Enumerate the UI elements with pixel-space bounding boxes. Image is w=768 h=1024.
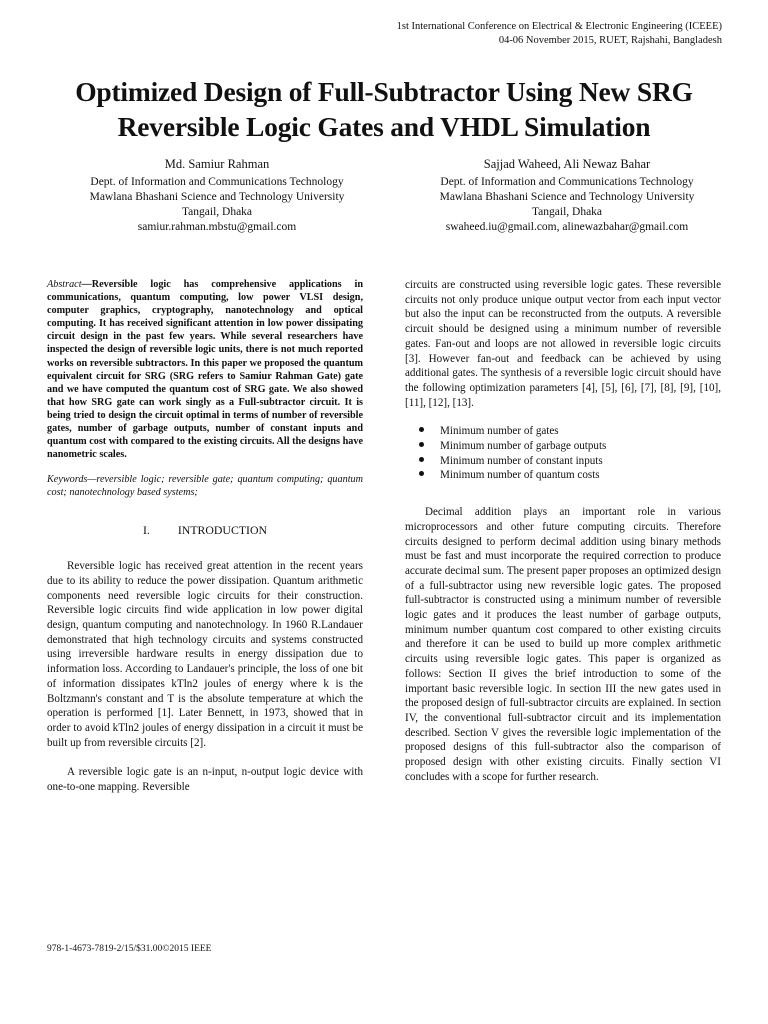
- list-item: Minimum number of quantum costs: [419, 468, 721, 483]
- author-email[interactable]: samiur.rahman.mbstu@gmail.com: [137, 221, 297, 233]
- conference-date-location: 04-06 November 2015, RUET, Rajshahi, Bangladesh: [498, 35, 722, 46]
- conference-name: 1st International Conference on Electrical & Electronic Engineering (ICEEE): [396, 21, 722, 32]
- author-email[interactable]: swaheed.iu@gmail.com, alinewazbahar@gmail.com: [445, 221, 689, 233]
- intro-paragraph-4: Decimal addition plays an important role in various microprocessors and other future computing circuits. Therefore circuits designed to perform decimal addition using binary methods must be fast and must incorporate the required correction to produce accurate decimal sum. The present paper proposes an optimized design of a full-subtractor using new reversible logic gates. The proposed full-subtractor is constructed using a minimum number of reversible logic gates and it produces the least number of garbage outputs, minimum number quantum cost compared to other existing circuits and therefore it can be used to build up more complex arithmetic circuits using reversible logic gates. This paper is organized as follows: Section II gives the brief introduction to some of the important basic reversible logic. In section III the new gates used in the proposed design of full-subtractor circuits are explained. In section IV, the conventional full-subtractor circuit and its implementation described. Section V gives the reversible logic implementation of the proposed designs of this full-subtractor also the comparison of proposed design with other existing circuits. Finally section VI concludes with a scope for further research.: [405, 506, 721, 783]
- author-city: Tangail, Dhaka: [531, 206, 603, 218]
- right-column: [405, 278, 721, 785]
- abstract-dash: —: [81, 279, 92, 290]
- copyright-footer: 978-1-4673-7819-2/15/$31.00©2015 IEEE: [47, 944, 212, 954]
- bullet-icon: [419, 442, 424, 447]
- author-name: Md. Samiur Rahman: [164, 157, 270, 171]
- intro-paragraph-2: A reversible logic gate is an n-input, n-output logic device with one-to-one mapping. Reversible: [47, 766, 363, 794]
- author-block-2: [402, 157, 732, 235]
- bullet-icon: [419, 427, 424, 432]
- title-line-2: Reversible Logic Gates and VHDL Simulation: [117, 111, 651, 142]
- intro-paragraph-1: Reversible logic has received great attention in the recent years due to its ability to reduce the power dissipation. Quantum arithmetic components need reversible logic circuits for their construction. Reversible logic circuits find wide application in low power digital design, quantum computing and nanotechnology. In 1960 R.Landauer demonstrated that high technology circuits and systems constructed using irreversible hardware results in energy dissipation due to information loss. According to Landauer's principle, the loss of one bit of information dissipates kTln2 joules of energy where k is the Boltzmann's constant and T is the absolute temperature at which the operation is performed [1]. Later Bennett, in 1973, showed that in order to avoid kTln2 joules of energy dissipation in a circuit it must be built up from reversible circuits [2].: [47, 560, 363, 749]
- paper-title: [20, 74, 748, 144]
- bullet-icon: [419, 457, 424, 462]
- section-title: INTRODUCTION: [177, 522, 267, 537]
- abstract-text: Reversible logic has comprehensive applications in communications, quantum computing, low power VLSI design, computer graphics, cryptography, nanotechnology and optical computing. It has received significant attention in low power dissipating circuit design in the past few years. While several researchers have inspected the design of reversible logic units, there is not much reported works on reversible subtractors. In this paper we proposed the quantum equivalent circuit for SRG (SRG refers to Samiur Rahman Gate) gate and we have computed the quantum cost of SRG gate. We also showed that how SRG gate can work singly as a Full-subtractor circuit. It is being tried to design the circuit optimal in terms of number of reversible gates, number of garbage outputs, number of constant inputs and quantum cost with compared to the existing circuits. All the designs have nanometric scales.: [47, 279, 363, 461]
- list-item: Minimum number of garbage outputs: [419, 439, 721, 454]
- list-item: Minimum number of gates: [419, 424, 721, 439]
- author-university: Mawlana Bhashani Science and Technology University: [89, 191, 345, 203]
- author-university: Mawlana Bhashani Science and Technology University: [439, 191, 695, 203]
- abstract: [47, 278, 363, 461]
- title-line-1: Optimized Design of Full-Subtractor Using New SRG: [75, 76, 693, 107]
- author-city: Tangail, Dhaka: [181, 206, 253, 218]
- conference-header: [397, 20, 722, 48]
- author-block-1: [52, 157, 382, 235]
- optimization-parameters-list: [405, 424, 721, 483]
- author-name: Sajjad Waheed, Ali Newaz Bahar: [483, 157, 651, 171]
- keywords: Keywords—reversible logic; reversible gate; quantum computing; quantum cost; nanotechnology based systems;: [47, 474, 363, 499]
- author-dept: Dept. of Information and Communications Technology: [440, 176, 694, 188]
- author-dept: Dept. of Information and Communications Technology: [90, 176, 344, 188]
- section-number: I.: [142, 522, 150, 537]
- abstract-label: Abstract: [47, 279, 82, 290]
- section-heading-introduction: [47, 523, 363, 538]
- bullet-icon: [419, 471, 424, 476]
- left-column: [47, 278, 363, 795]
- list-item: Minimum number of constant inputs: [419, 454, 721, 469]
- intro-paragraph-3: circuits are constructed using reversible logic gates. These reversible circuits not only produce unique output vector from each input vector but also the input can be reconstructed from the outputs. A reversible circuit should be designed using a minimum number of reversible gates. Fan-out and loops are not allowed in reversible logic circuits [3]. However fan-out and feedback can be achieved by using additional gates. The synthesis of a reversible logic circuit should have the following optimization parameters [4], [5], [6], [7], [8], [9], [10], [11], [12], [13].: [405, 279, 721, 409]
